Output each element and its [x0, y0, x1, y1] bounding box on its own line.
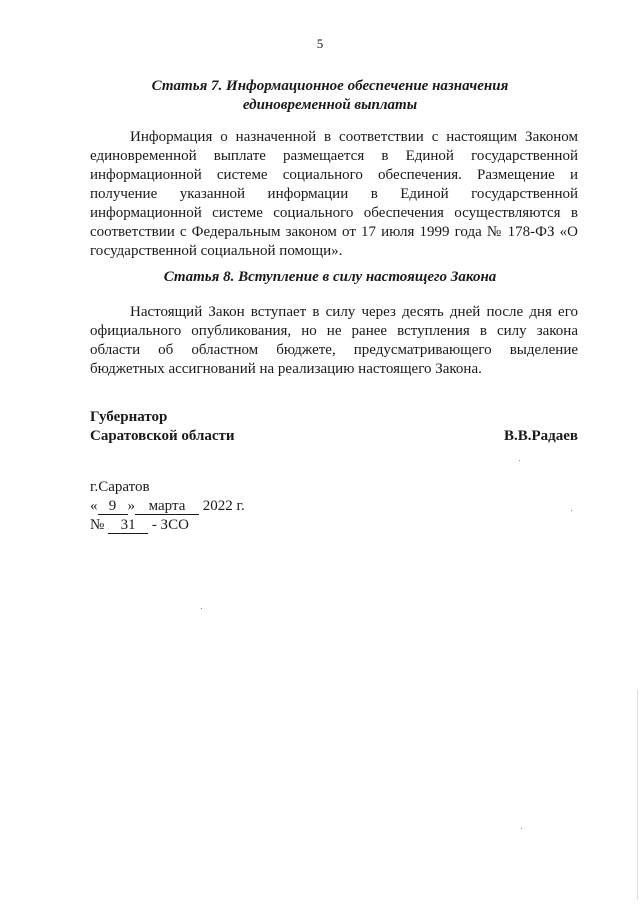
- signatory-title: [90, 408, 235, 446]
- article-8-text: Настоящий Закон вступает в силу через десять дней после дня его официального опубликования, но не ранее вступления в силу закона области об областном бюджете, предусматривающего выделение бюджетных ассигнований на реализацию настоящего Закона.: [90, 304, 578, 377]
- scan-speck: [521, 828, 522, 829]
- scan-speck: [201, 608, 202, 609]
- page-number: 5: [316, 36, 324, 51]
- scan-speck: [571, 510, 572, 511]
- scan-edge-line: [637, 690, 638, 900]
- signatory-title-line2: Саратовской области: [90, 428, 235, 444]
- date-year: 2022 г.: [202, 498, 245, 514]
- number-line: [90, 516, 245, 535]
- date-close-quote: »: [127, 498, 135, 514]
- date-day: 9: [98, 499, 128, 515]
- article-7-heading-line1: Статья 7. Информационное обеспечение назначения: [151, 78, 509, 94]
- number-suffix: - ЗСО: [151, 517, 189, 533]
- article-7-heading: [120, 77, 540, 115]
- article-7-text: Информация о назначенной в соответствии с настоящим Законом единовременной выплате размещается в Единой государственной информационной системе социального обеспечения. Размещение и получение указанной информации в Единой государственной информационной системе социального обеспечения осуществляются в соответствии с Федеральным законом от 17 июля 1999 года № 178-ФЗ «О государственной социальной помощи».: [90, 129, 578, 259]
- number-prefix: №: [90, 517, 105, 533]
- date-month: марта: [135, 499, 199, 515]
- place-date-block: [90, 478, 245, 535]
- law-number: 31: [108, 518, 148, 534]
- date-line: [90, 497, 245, 516]
- date-open-quote: «: [90, 498, 98, 514]
- signatory-name: В.В.Радаев: [503, 428, 578, 444]
- signatory-title-line1: Губернатор: [90, 409, 168, 425]
- city: г.Саратов: [90, 479, 150, 495]
- article-7-heading-line2: единовременной выплаты: [242, 97, 418, 113]
- article-8-heading: Статья 8. Вступление в силу настоящего Закона: [163, 269, 497, 285]
- scan-speck: [519, 460, 520, 461]
